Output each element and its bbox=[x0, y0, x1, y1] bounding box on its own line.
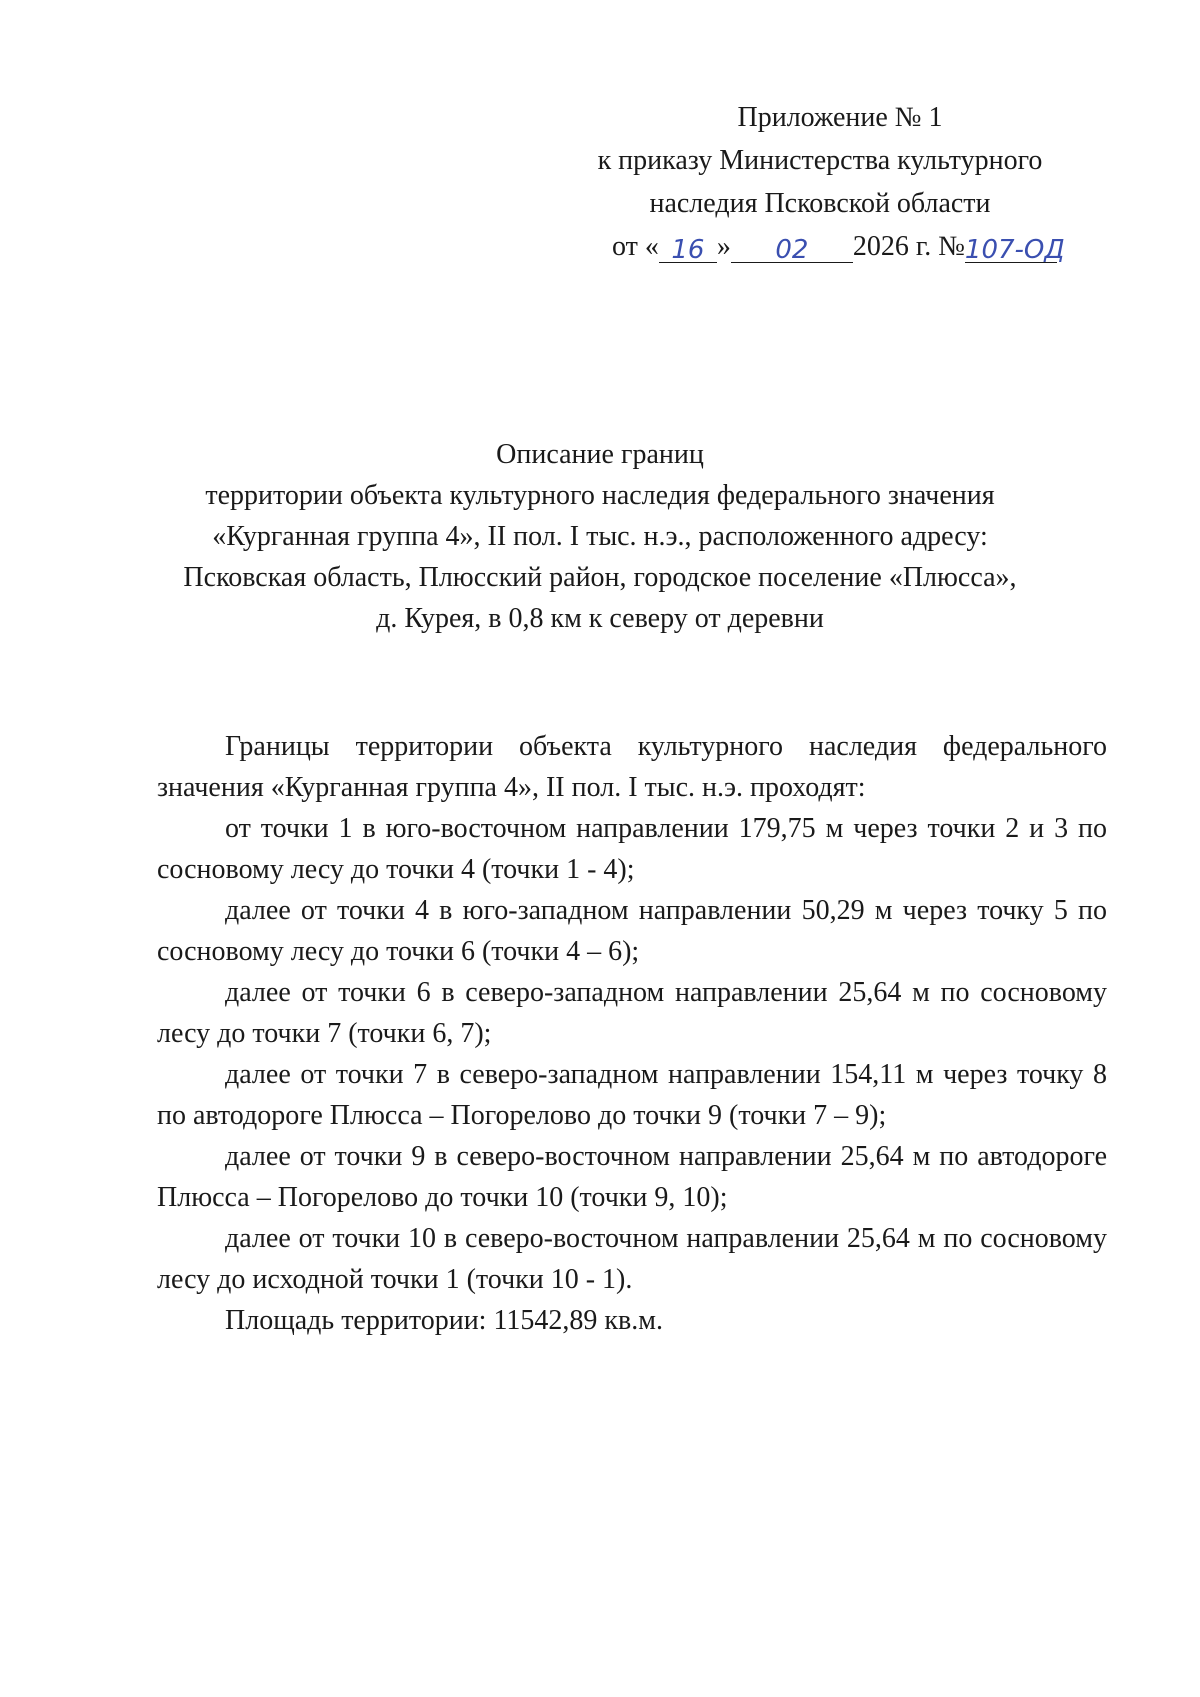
boundary-description bbox=[157, 726, 1107, 1341]
appendix-title: Приложение № 1 bbox=[737, 102, 943, 133]
paragraph-segment-6-7: далее от точки 6 в северо-западном направлении 25,64 м по сосновому лесу до точки 7 (точки 6, 7); bbox=[157, 977, 1107, 1049]
order-number-handwritten: 107-ОД bbox=[964, 235, 1065, 265]
paragraph-intro: Границы территории объекта культурного наследия федерального значения «Курганная группа 4», II пол. I тыс. н.э. проходят: bbox=[157, 731, 1107, 803]
paragraph-segment-9-10: далее от точки 9 в северо-восточном направлении 25,64 м по автодороге Плюсса – Погорелово до точки 10 (точки 9, 10); bbox=[157, 1141, 1107, 1213]
order-number-field bbox=[964, 232, 1065, 265]
date-month-field bbox=[731, 232, 853, 263]
paragraph-segment-7-9: далее от точки 7 в северо-западном направлении 154,11 м через точку 8 по автодороге Плюсса – Погорелово до точки 9 (точки 7 – 9); bbox=[157, 1059, 1107, 1131]
paragraph-segment-1-4: от точки 1 в юго-восточном направлении 179,75 м через точки 2 и 3 по сосновому лесу до точки 4 (точки 1 - 4); bbox=[157, 813, 1107, 885]
date-day-handwritten: 16 bbox=[671, 235, 705, 265]
paragraph-segment-10-1: далее от точки 10 в северо-восточном направлении 25,64 м по сосновому лесу до исходной точки 1 (точки 10 - 1). bbox=[157, 1223, 1107, 1295]
date-day-field bbox=[659, 232, 717, 263]
title-line-2: территории объекта культурного наследия федерального значения bbox=[205, 480, 995, 511]
title-line-5: д. Курея, в 0,8 км к северу от деревни bbox=[376, 603, 824, 634]
title-line-1: Описание границ bbox=[496, 439, 704, 470]
appendix-ministry-name: наследия Псковской области bbox=[649, 188, 991, 219]
title-line-4: Псковская область, Плюсский район, городское поселение «Плюсса», bbox=[183, 562, 1017, 593]
document-title bbox=[120, 434, 1080, 639]
date-quote-close: » bbox=[716, 231, 731, 262]
paragraph-area: Площадь территории: 11542,89 кв.м. bbox=[225, 1305, 663, 1336]
date-year: 2026 г. № bbox=[852, 231, 965, 262]
date-prefix: от « bbox=[612, 231, 659, 262]
title-line-3: «Курганная группа 4», II пол. I тыс. н.э., расположенного адресу: bbox=[212, 521, 988, 552]
paragraph-segment-4-6: далее от точки 4 в юго-западном направлении 50,29 м через точку 5 по сосновому лесу до точки 6 (точки 4 – 6); bbox=[157, 895, 1107, 967]
appendix-header bbox=[560, 96, 1080, 268]
appendix-order-reference: к приказу Министерства культурного bbox=[597, 145, 1043, 176]
date-month-handwritten: 02 bbox=[775, 235, 809, 265]
appendix-date-line bbox=[560, 225, 1080, 268]
